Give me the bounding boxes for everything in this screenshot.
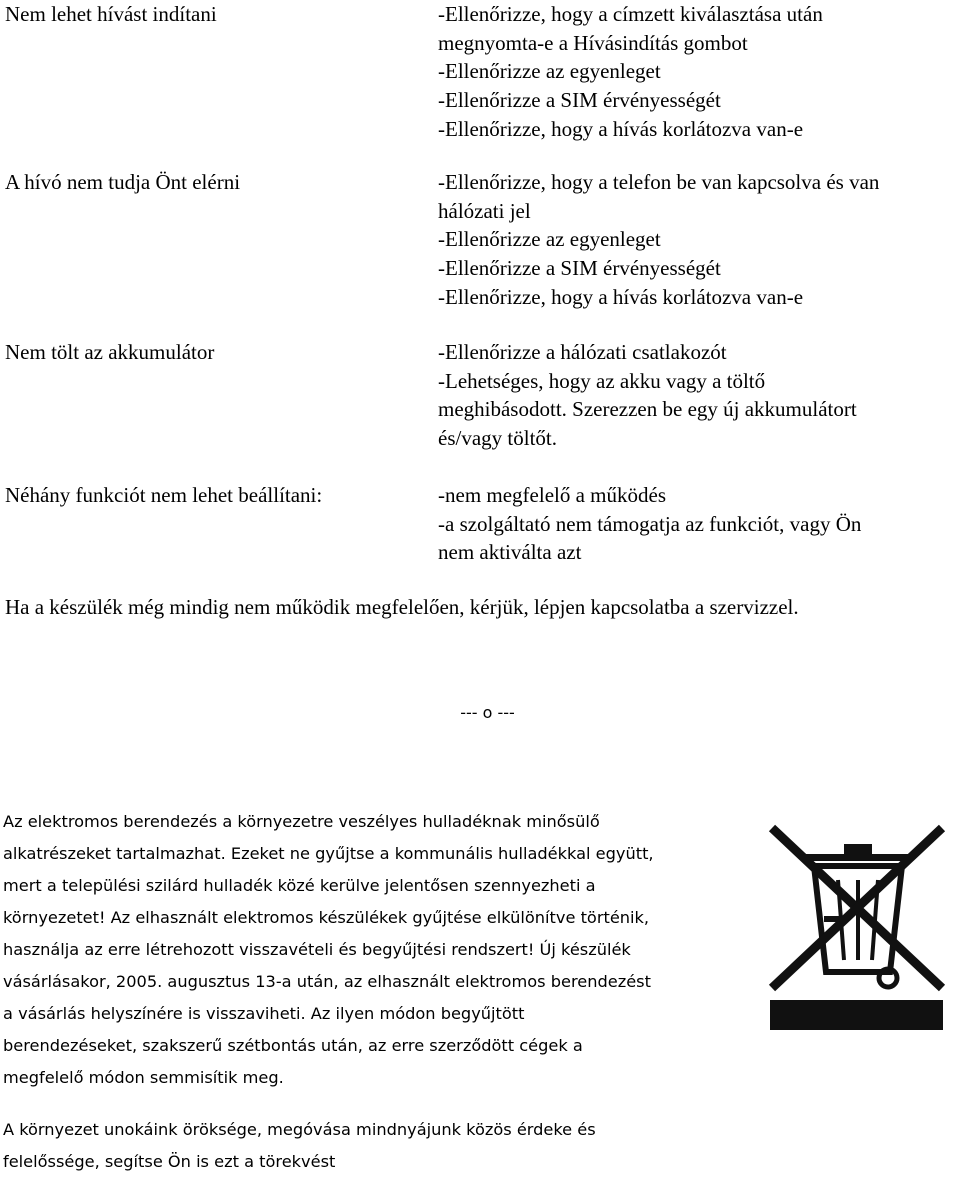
solution-line: -a szolgáltató nem támogatja az funkciót, vagy Ön <box>438 511 862 536</box>
solution-line: és/vagy töltőt. <box>438 426 557 451</box>
paragraph-line: Az elektromos berendezés a környezetre veszélyes hulladéknak minősülő <box>3 812 600 831</box>
solution-line: -Ellenőrizze a SIM érvényességét <box>438 256 721 281</box>
paragraph-line: A környezet unokáink öröksége, megóvása mindnyájunk közös érdeke és <box>3 1120 596 1139</box>
solution-line: -Ellenőrizze a hálózati csatlakozót <box>438 340 727 364</box>
solution-text <box>438 168 960 312</box>
paragraph-line: használja az erre létrehozott visszavételi és begyűjtési rendszert! Új készülék <box>3 940 631 959</box>
crossed-out-wheelie-bin-icon <box>758 820 953 1032</box>
solution-text <box>438 0 960 144</box>
solution-line: megnyomta-e a Hívásindítás gombot <box>438 30 748 55</box>
solution-line: hálózati jel <box>438 198 531 223</box>
environment-paragraph <box>3 1114 743 1178</box>
solution-line: -Ellenőrizze, hogy a telefon be van kapcsolva és van <box>438 170 880 194</box>
solution-line: nem aktiválta azt <box>438 540 582 565</box>
paragraph-line: a vásárlás helyszínére is visszaviheti. Az ilyen módon begyűjtött <box>3 1004 525 1023</box>
solution-line: -Lehetséges, hogy az akku vagy a töltő <box>438 368 766 393</box>
paragraph-line: megfelelő módon semmisítik meg. <box>3 1068 284 1087</box>
paragraph-line: berendezéseket, szakszerű szétbontás után, az erre szerződött cégek a <box>3 1036 583 1055</box>
solution-line: -nem megfelelő a működés <box>438 483 667 507</box>
solution-line: -Ellenőrizze, hogy a hívás korlátozva van-e <box>438 284 804 309</box>
paragraph-line: felelőssége, segítse Ön is ezt a törekvést <box>3 1152 336 1171</box>
solution-line: -Ellenőrizze a SIM érvényességét <box>438 88 721 113</box>
problem-label: Nem tölt az akkumulátor <box>5 340 215 364</box>
solution-line: meghibásodott. Szerezzen be egy új akkumulátort <box>438 397 857 422</box>
solution-line: -Ellenőrizze, hogy a címzett kiválasztása után <box>438 2 823 26</box>
solution-line: -Ellenőrizze az egyenleget <box>438 59 661 84</box>
problem-label: Nem lehet hívást indítani <box>5 2 217 26</box>
service-note: Ha a készülék még mindig nem működik megfelelően, kérjük, lépjen kapcsolatba a szervizzel. <box>5 595 799 619</box>
paragraph-line: alkatrészeket tartalmazhat. Ezeket ne gyűjtse a kommunális hulladékkal együtt, <box>3 844 654 863</box>
paragraph-line: környezetet! Az elhasznált elektromos készülékek gyűjtése elkülönítve történik, <box>3 908 650 927</box>
solution-text <box>438 338 960 453</box>
solution-text <box>438 481 960 567</box>
section-separator: --- o --- <box>460 703 515 722</box>
problem-label: A hívó nem tudja Önt elérni <box>5 170 241 194</box>
paragraph-line: mert a települési szilárd hulladék közé kerülve jelentősen szennyezheti a <box>3 876 596 895</box>
paragraph-line: vásárlásakor, 2005. augusztus 13-a után, az elhasznált elektromos berendezést <box>3 972 651 991</box>
problem-label: Néhány funkciót nem lehet beállítani: <box>5 483 323 507</box>
solution-line: -Ellenőrizze az egyenleget <box>438 227 661 252</box>
weee-disposal-paragraph <box>3 806 743 1094</box>
solution-line: -Ellenőrizze, hogy a hívás korlátozva van-e <box>438 116 804 141</box>
